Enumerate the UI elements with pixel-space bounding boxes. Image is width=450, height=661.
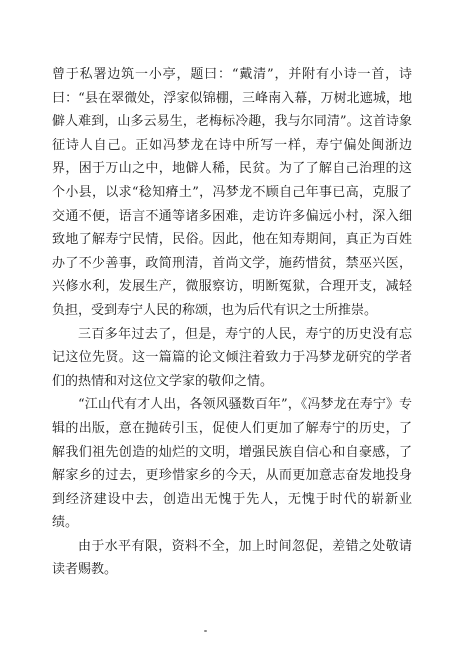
body-text [52, 63, 412, 582]
paragraph-2: 三百多年过去了，但是，寿宁的人民，寿宁的历史没有忘记这位先贤。这一篇篇的论文倾注着致力于冯梦龙研究的学者们的热情和对这位文学家的敬仰之情。 [52, 326, 412, 389]
scan-speck [204, 630, 207, 632]
paragraph-1: 曾于私署边筑一小亭，题曰：“戴清”，并附有小诗一首，诗曰：“县在翠微处，浮家似锦棚，三峰南入幕，万树北遮城，地僻人难到，山多云易生，老梅标冷趣，我与尔同清”。这首诗象征诗人自己。正如冯梦龙在诗中所写一样，寿宁偏处闽浙边界，困于万山之中，地僻人稀，民贫。为了了解自己治理的这个小县，以求“稔知瘠土”，冯梦龙不顾自己年事已高，克服了交通不便，语言不通等诸多困难，走访许多偏远小村，深入细致地了解寿宁民情，民俗。因此，他在知寿期间，真正为百姓办了不少善事，政简刑清，首尚文学，施药惜贫，禁巫兴医，兴修水利，发展生产，微服察访，明断冤狱，合理开支，减轻负担，受到寿宁人民的称颂，也为后代有识之士所推崇。 [52, 67, 412, 318]
paragraph-4: 由于水平有限，资料不全，加上时间忽促，差错之处敬请读者赐教。 [52, 538, 412, 578]
paragraph-3: “江山代有才人出，各领风骚数百年”，《冯梦龙在寿宁》专辑的出版，意在抛砖引玉，促使人们更加了解寿宁的历史，了解我们祖先创造的灿烂的文明，增强民族自信心和自豪感，了解家乡的过去，更珍惜家乡的今天，从而更加意志奋发地投身到经济建设中去，创造出无愧于先人，无愧于时代的崭新业绩。 [52, 397, 412, 531]
